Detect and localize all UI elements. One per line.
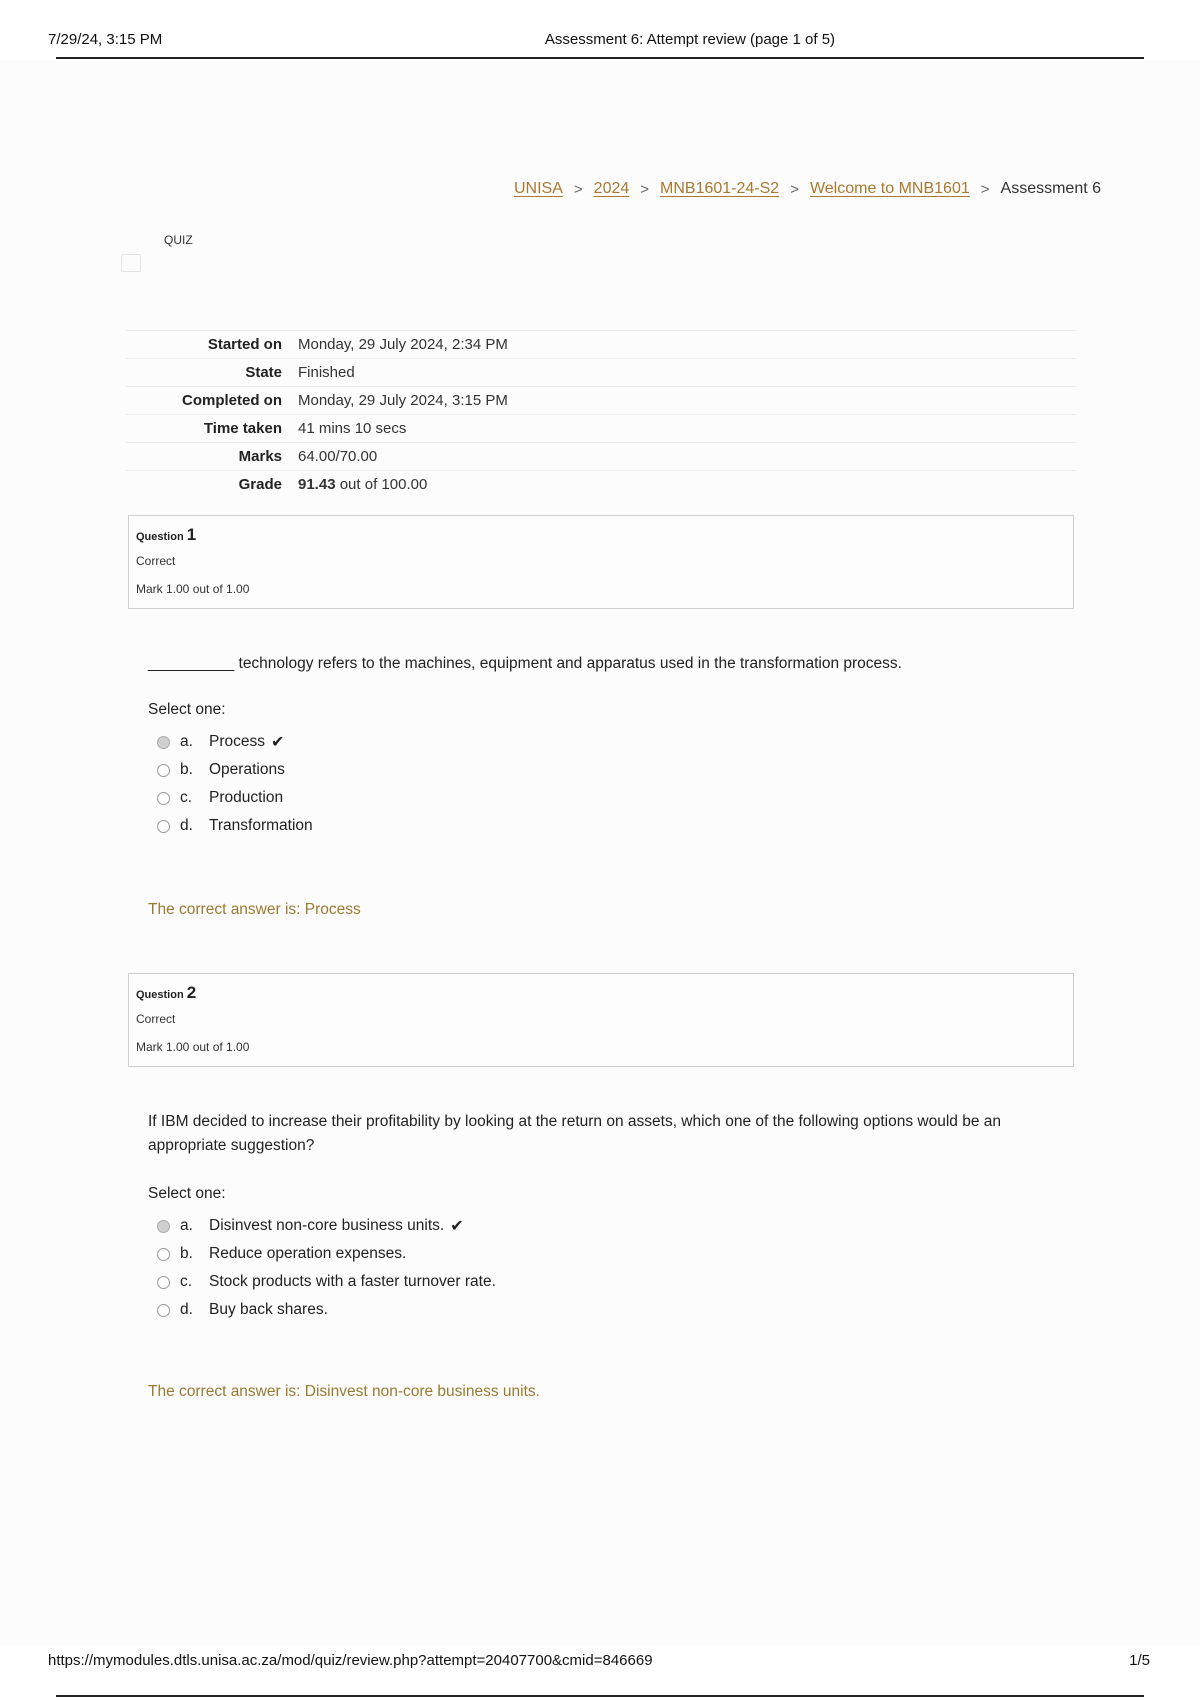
summary-value: Monday, 29 July 2024, 2:34 PM bbox=[298, 336, 508, 353]
radio-button-selected[interactable] bbox=[157, 736, 170, 749]
option-text: Production bbox=[209, 789, 284, 806]
grade-score: 91.43 bbox=[298, 476, 336, 493]
option-letter: a. bbox=[180, 733, 193, 750]
chevron-right-icon: > bbox=[980, 180, 990, 198]
summary-row-state bbox=[126, 359, 1076, 387]
summary-row-grade bbox=[126, 471, 1076, 499]
option-text: Operations bbox=[209, 761, 285, 778]
radio-button[interactable] bbox=[157, 1248, 170, 1261]
question-number-value: 1 bbox=[186, 525, 197, 544]
answer-option bbox=[157, 728, 313, 756]
option-letter: b. bbox=[180, 761, 193, 778]
page-number: 1/5 bbox=[1129, 1652, 1150, 1669]
question-number bbox=[136, 525, 196, 545]
answer-option bbox=[157, 756, 313, 784]
chevron-right-icon: > bbox=[640, 180, 650, 198]
breadcrumb-link-year[interactable]: 2024 bbox=[593, 180, 630, 197]
chevron-right-icon: > bbox=[790, 180, 799, 198]
breadcrumb-link-unisa[interactable]: UNISA bbox=[514, 180, 563, 197]
option-text: Transformation bbox=[209, 817, 313, 834]
footer-divider bbox=[56, 1695, 1144, 1697]
radio-button[interactable] bbox=[157, 1304, 170, 1317]
answer-option bbox=[157, 1268, 496, 1296]
question-grade: Mark 1.00 out of 1.00 bbox=[136, 582, 250, 596]
answer-option bbox=[157, 1240, 496, 1268]
print-header bbox=[0, 0, 1200, 60]
check-icon: ✔ bbox=[450, 1218, 464, 1235]
answer-option bbox=[157, 1212, 496, 1240]
question-1-info bbox=[128, 515, 1074, 609]
option-letter: a. bbox=[180, 1217, 193, 1234]
header-divider bbox=[56, 57, 1144, 59]
breadcrumb-link-course[interactable]: MNB1601-24-S2 bbox=[660, 180, 780, 197]
radio-button[interactable] bbox=[157, 820, 170, 833]
activity-type-label: QUIZ bbox=[164, 233, 193, 247]
question-state: Correct bbox=[136, 1012, 176, 1026]
summary-label: Started on bbox=[207, 336, 282, 353]
question-1-feedback: The correct answer is: Process bbox=[148, 901, 361, 918]
question-number bbox=[136, 983, 196, 1003]
quiz-icon bbox=[121, 254, 141, 272]
question-2-feedback: The correct answer is: Disinvest non-core business units. bbox=[148, 1383, 540, 1400]
question-label: Question bbox=[136, 531, 184, 543]
summary-row-started bbox=[126, 331, 1076, 359]
chevron-right-icon: > bbox=[573, 180, 583, 198]
print-date: 7/29/24, 3:15 PM bbox=[48, 31, 163, 48]
radio-button-selected[interactable] bbox=[157, 1220, 170, 1233]
question-2-prompt: Select one: bbox=[148, 1185, 226, 1202]
check-icon: ✔ bbox=[271, 734, 285, 751]
option-text: Buy back shares. bbox=[209, 1301, 328, 1318]
radio-button[interactable] bbox=[157, 792, 170, 805]
page-content bbox=[0, 60, 1200, 1645]
summary-value: Monday, 29 July 2024, 3:15 PM bbox=[298, 392, 508, 409]
question-state: Correct bbox=[136, 554, 176, 568]
answer-option bbox=[157, 812, 313, 840]
option-text: Process bbox=[209, 733, 265, 750]
summary-value bbox=[298, 471, 1076, 499]
question-label: Question bbox=[136, 989, 184, 1001]
attempt-summary-table bbox=[126, 330, 1076, 498]
option-letter: c. bbox=[180, 789, 193, 806]
summary-label: Grade bbox=[238, 476, 282, 493]
option-letter: c. bbox=[180, 1273, 193, 1290]
summary-value: 41 mins 10 secs bbox=[298, 420, 407, 437]
summary-label: Marks bbox=[238, 448, 282, 465]
question-1-prompt: Select one: bbox=[148, 701, 226, 718]
summary-label: Completed on bbox=[182, 392, 282, 409]
breadcrumb-link-welcome[interactable]: Welcome to MNB1601 bbox=[809, 180, 970, 197]
question-1-options bbox=[157, 728, 313, 840]
option-letter: d. bbox=[180, 1301, 193, 1318]
answer-option bbox=[157, 784, 313, 812]
question-grade: Mark 1.00 out of 1.00 bbox=[136, 1040, 250, 1054]
question-2-info bbox=[128, 973, 1074, 1067]
summary-row-completed bbox=[126, 387, 1076, 415]
print-title: Assessment 6: Attempt review (page 1 of 5) bbox=[544, 31, 836, 48]
breadcrumb-current: Assessment 6 bbox=[1000, 180, 1101, 197]
question-1-text: __________ technology refers to the machines, equipment and apparatus used in the transformation process. bbox=[148, 655, 902, 672]
summary-value: Finished bbox=[298, 364, 355, 381]
grade-out-of: out of 100.00 bbox=[335, 476, 428, 493]
radio-button[interactable] bbox=[157, 1276, 170, 1289]
breadcrumb bbox=[514, 180, 1101, 198]
option-letter: d. bbox=[180, 817, 193, 834]
option-text: Disinvest non-core business units. bbox=[209, 1217, 445, 1234]
summary-label: Time taken bbox=[203, 420, 282, 437]
answer-option bbox=[157, 1296, 496, 1324]
print-footer bbox=[0, 1645, 1200, 1700]
radio-button[interactable] bbox=[157, 764, 170, 777]
summary-label: State bbox=[245, 364, 282, 381]
question-2-options bbox=[157, 1212, 496, 1324]
option-text: Stock products with a faster turnover rate. bbox=[209, 1273, 496, 1290]
question-number-value: 2 bbox=[186, 983, 197, 1002]
option-text: Reduce operation expenses. bbox=[209, 1245, 407, 1262]
option-letter: b. bbox=[180, 1245, 193, 1262]
summary-row-marks bbox=[126, 443, 1076, 471]
summary-value: 64.00/70.00 bbox=[298, 448, 378, 465]
question-2-text: If IBM decided to increase their profitability by looking at the return on assets, which one of the following options would be an appropriate suggestion? bbox=[148, 1113, 1001, 1154]
summary-row-time bbox=[126, 415, 1076, 443]
print-url: https://mymodules.dtls.unisa.ac.za/mod/quiz/review.php?attempt=20407700&cmid=846669 bbox=[48, 1652, 653, 1669]
